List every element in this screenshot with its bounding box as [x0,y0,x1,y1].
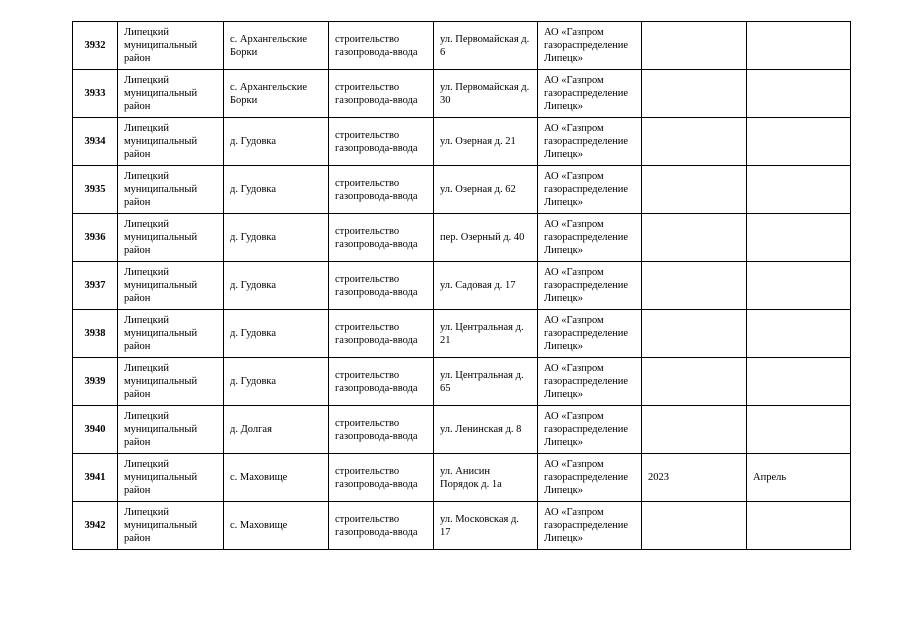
month-cell [747,214,851,262]
row-number: 3935 [73,166,118,214]
organization-cell: АО «Газпром газораспределение Липецк» [538,70,642,118]
row-number: 3941 [73,454,118,502]
work-type-cell: строительство газопровода-ввода [329,310,434,358]
year-cell: 2023 [642,454,747,502]
locality-cell: д. Гудовка [224,262,329,310]
year-cell [642,214,747,262]
month-cell [747,406,851,454]
work-type-cell: строительство газопровода-ввода [329,358,434,406]
locality-cell: с. Архангельские Борки [224,22,329,70]
locality-cell: д. Гудовка [224,310,329,358]
row-number: 3933 [73,70,118,118]
work-type-cell: строительство газопровода-ввода [329,70,434,118]
row-number: 3942 [73,502,118,550]
district-cell: Липецкий муниципальный район [118,358,224,406]
organization-cell: АО «Газпром газораспределение Липецк» [538,22,642,70]
work-type-cell: строительство газопровода-ввода [329,262,434,310]
organization-cell: АО «Газпром газораспределение Липецк» [538,406,642,454]
district-cell: Липецкий муниципальный район [118,214,224,262]
table-row [73,406,851,454]
row-number: 3940 [73,406,118,454]
district-cell: Липецкий муниципальный район [118,454,224,502]
district-cell: Липецкий муниципальный район [118,406,224,454]
table-row [73,118,851,166]
row-number: 3936 [73,214,118,262]
table-body [73,22,851,550]
gas-connection-table [72,21,851,550]
month-cell [747,502,851,550]
table-row [73,214,851,262]
organization-cell: АО «Газпром газораспределение Липецк» [538,166,642,214]
month-cell [747,310,851,358]
address-cell: ул. Первомайская д. 30 [434,70,538,118]
month-cell: Апрель [747,454,851,502]
address-cell: ул. Озерная д. 21 [434,118,538,166]
organization-cell: АО «Газпром газораспределение Липецк» [538,358,642,406]
row-number: 3934 [73,118,118,166]
organization-cell: АО «Газпром газораспределение Липецк» [538,502,642,550]
month-cell [747,70,851,118]
year-cell [642,262,747,310]
address-cell: ул. Первомайская д. 6 [434,22,538,70]
year-cell [642,502,747,550]
table-row [73,22,851,70]
work-type-cell: строительство газопровода-ввода [329,118,434,166]
address-cell: ул. Центральная д. 65 [434,358,538,406]
work-type-cell: строительство газопровода-ввода [329,22,434,70]
address-cell: пер. Озерный д. 40 [434,214,538,262]
address-cell: ул. Центральная д. 21 [434,310,538,358]
table-row [73,502,851,550]
row-number: 3932 [73,22,118,70]
year-cell [642,166,747,214]
locality-cell: д. Гудовка [224,166,329,214]
organization-cell: АО «Газпром газораспределение Липецк» [538,262,642,310]
work-type-cell: строительство газопровода-ввода [329,214,434,262]
locality-cell: д. Долгая [224,406,329,454]
organization-cell: АО «Газпром газораспределение Липецк» [538,310,642,358]
address-cell: ул. Московская д. 17 [434,502,538,550]
table-row [73,262,851,310]
district-cell: Липецкий муниципальный район [118,310,224,358]
address-cell: ул. Садовая д. 17 [434,262,538,310]
year-cell [642,358,747,406]
address-cell: ул. Анисин Порядок д. 1а [434,454,538,502]
year-cell [642,22,747,70]
row-number: 3938 [73,310,118,358]
locality-cell: д. Гудовка [224,214,329,262]
year-cell [642,70,747,118]
district-cell: Липецкий муниципальный район [118,502,224,550]
locality-cell: д. Гудовка [224,358,329,406]
month-cell [747,358,851,406]
address-cell: ул. Озерная д. 62 [434,166,538,214]
table-row [73,310,851,358]
address-cell: ул. Ленинская д. 8 [434,406,538,454]
district-cell: Липецкий муниципальный район [118,70,224,118]
work-type-cell: строительство газопровода-ввода [329,406,434,454]
locality-cell: с. Архангельские Борки [224,70,329,118]
table-row [73,454,851,502]
month-cell [747,22,851,70]
locality-cell: д. Гудовка [224,118,329,166]
district-cell: Липецкий муниципальный район [118,118,224,166]
year-cell [642,118,747,166]
organization-cell: АО «Газпром газораспределение Липецк» [538,454,642,502]
district-cell: Липецкий муниципальный район [118,166,224,214]
district-cell: Липецкий муниципальный район [118,22,224,70]
work-type-cell: строительство газопровода-ввода [329,166,434,214]
month-cell [747,166,851,214]
organization-cell: АО «Газпром газораспределение Липецк» [538,214,642,262]
locality-cell: с. Маховище [224,502,329,550]
locality-cell: с. Маховище [224,454,329,502]
table-row [73,70,851,118]
district-cell: Липецкий муниципальный район [118,262,224,310]
year-cell [642,406,747,454]
year-cell [642,310,747,358]
row-number: 3939 [73,358,118,406]
row-number: 3937 [73,262,118,310]
work-type-cell: строительство газопровода-ввода [329,454,434,502]
month-cell [747,262,851,310]
work-type-cell: строительство газопровода-ввода [329,502,434,550]
organization-cell: АО «Газпром газораспределение Липецк» [538,118,642,166]
table-row [73,166,851,214]
month-cell [747,118,851,166]
table-row [73,358,851,406]
